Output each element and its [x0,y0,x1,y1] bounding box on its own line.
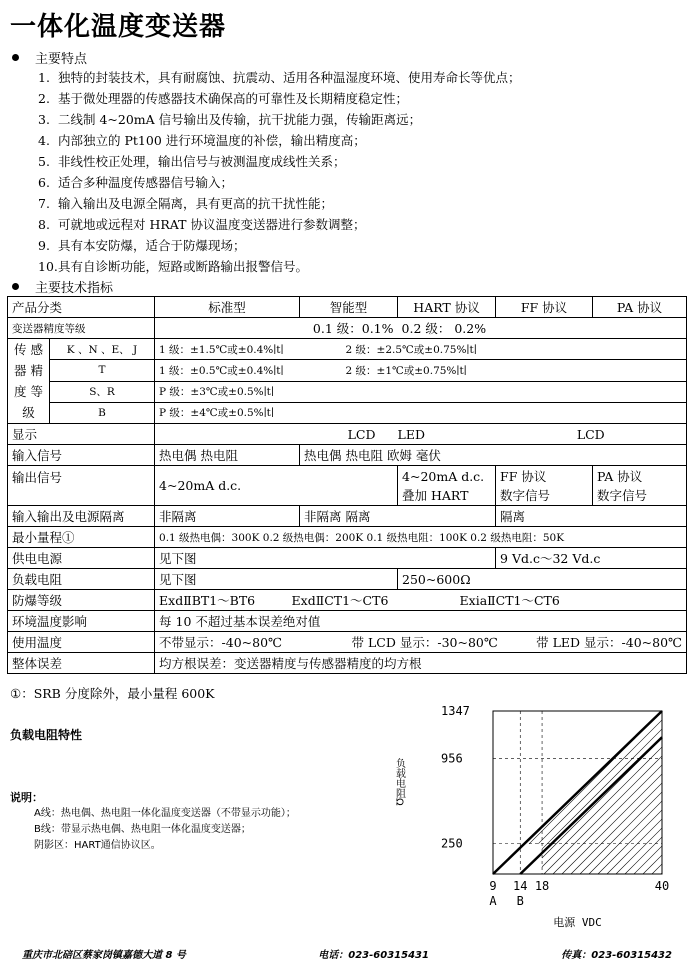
hatch-line [391,711,554,874]
table-row: 输入输出及电源隔离 非隔离 非隔离 隔离 隔离 [8,506,687,527]
hatch-line [472,711,635,874]
footer-fax: 传真：023-60315432 [561,950,672,961]
page-title: 一体化温度变送器 [10,12,227,42]
list-item: 4. 内部独立的 Pt100 进行环境温度的补偿，输出精度高； [38,133,366,148]
hatch-line [490,711,653,874]
hatch-line [661,711,687,874]
hatch-line [292,711,455,874]
table-row: 环境温度影响 每 10 不超过基本误差绝对值 [8,611,687,632]
table-row: 输出信号 4~20mA d.c. 4~20mA d.c. 叠加 HART FF 协议 数字信号 PA 协议 数字信号 [8,466,687,506]
x-tick-label: 14 [513,879,528,893]
bullet-icon [12,283,19,290]
footer [22,946,672,961]
table-row: 传 感 器 精 度 等 级 K 、N 、E、 J 1 级：±1.5℃或±0.4%∣t∣ 2 级：±2.5℃或±0.75%∣t∣ [8,339,687,360]
y-axis-ticks [441,704,470,851]
hatch-line [355,711,518,874]
explanation [10,790,296,854]
table-row: 防爆等级 ExdⅡBT1～BT6 ExdⅡCT1～CT6 ExiaⅡCT1～CT6 [8,590,687,611]
hatch-line [616,711,687,874]
hatch-line [544,711,687,874]
y-tick-label: 1347 [441,704,470,718]
table-row: 使用温度 不带显示：-40~80℃ 带 LCD 显示：-30~80℃ 带 LED 显示：-40~80℃ [8,632,687,653]
table-row: 产品分类 标准型 智能型 HART 协议 FF 协议 PA 协议 [8,297,687,318]
y-tick-label: 250 [441,836,463,851]
list-item: 6. 适合多种温度传感器信号输入； [38,175,234,190]
hatch-line [283,711,446,874]
table-row: B P 级：±4℃或±0.5%∣t∣ [8,402,687,423]
table-row: 整体误差 均方根误差：变送器精度与传感器精度的均方根 [8,653,687,674]
x-axis-label: 电源 VDC [553,916,602,929]
hatch-line [445,711,608,874]
footer-phone: 电话：023-60315431 [318,950,429,961]
hatch-line [553,711,687,874]
list-item: 2. 基于微处理器的传感器技术确保高的可靠性及长期精度稳定性； [38,91,409,106]
hatch-line [274,711,437,874]
hatch-line [679,711,687,874]
list-item: 9. 具有本安防爆，适合于防爆现场； [38,238,246,253]
list-item: 8. 可就地或远程对 HRAT 协议温度变送器进行参数调整； [38,217,366,232]
hatch-line [670,711,687,874]
hatch-line [328,711,491,874]
specs-heading-text: 主要技术指标 [35,281,114,296]
hatch-line [346,711,509,874]
hatch-line [535,711,687,874]
table-row: 负载电阻 见下图 250~600Ω [8,569,687,590]
list-item: 3. 二线制 4~20mA 信号输出及传输，抗干扰能力强，传输距离远； [38,112,422,127]
table-row: 供电电源 见下图 9 Vd.c～32 Vd.c [8,548,687,569]
hatch-line [301,711,464,874]
table-row: 输入信号 热电偶 热电阻 热电偶 热电阻 欧姆 毫伏 [8,445,687,466]
hatch-line [634,711,687,874]
list-item: 1. 独特的封装技术，具有耐腐蚀、抗震动、适用各种温湿度环境、使用寿命长等优点； [38,70,521,85]
explanation-heading: 说明： [10,791,43,804]
point-label-a: A [489,894,497,908]
hatch-line [337,711,500,874]
x-tick-label: 40 [654,879,670,893]
list-item: 5. 非线性校正处理，输出信号与被测温度成线性关系； [38,154,346,169]
features-heading [12,48,87,67]
hatch-line [598,711,687,874]
list-item: 10.具有自诊断功能，短路或断路输出报警信号。 [38,259,309,274]
footnote: ①：SRB 分度除外，最小量程 600K [10,686,215,701]
spec-table [7,296,687,674]
x-tick-label: 9 [489,879,497,893]
table-row: 变送器精度等级 0.1 级：0.1% 0.2 级： 0.2% [8,318,687,339]
hatch-line [517,711,680,874]
hatch-line [652,711,687,874]
hatch-line [607,711,687,874]
footer-address: 重庆市北碚区蔡家岗镇嘉德大道 8 号 [22,950,186,961]
features-heading-text: 主要特点 [35,52,88,67]
explanation-line-a: A线：热电偶、热电阻一体化温度变送器（不带显示功能）； [34,808,296,819]
specs-heading [12,277,113,296]
load-resistance-title: 负载电阻特性 [10,728,83,742]
table-row: S、R P 级：±3℃或±0.5%∣t∣ [8,381,687,402]
bullet-icon [12,54,19,61]
x-tick-label: 18 [534,879,550,893]
explanation-line-c: 阴影区：HART通信协议区。 [34,840,161,851]
y-tick-label: 956 [441,751,463,766]
table-row: 显示 LCD LED LCD [8,424,687,445]
hatch-line [400,711,563,874]
hatch-line [580,711,687,874]
hatch-line [409,711,572,874]
x-axis-ticks [489,879,669,893]
hatch-line [571,711,687,874]
table-row: 最小量程① 0.1 级热电偶：300K 0.2 级热电偶：200K 0.1 级热电阻：100K 0.2 级热电阻：50K [8,527,687,548]
point-label-b: B [516,894,524,908]
features-list [38,67,521,277]
hatch-line [454,711,617,874]
explanation-line-b: B线：带显示热电偶、热电阻一体化温度变送器； [34,824,251,835]
hatch-line [508,711,671,874]
load-resistance-chart [380,698,680,936]
y-axis-label: 负载电阻Ω [393,758,405,806]
table-row: T 1 级：±0.5℃或±0.4%∣t∣ 2 级：±1℃或±0.75%∣t∣ [8,360,687,381]
hatch-line [481,711,644,874]
list-item: 7. 输入输出及电源全隔离，具有更高的抗干扰性能； [38,196,334,211]
